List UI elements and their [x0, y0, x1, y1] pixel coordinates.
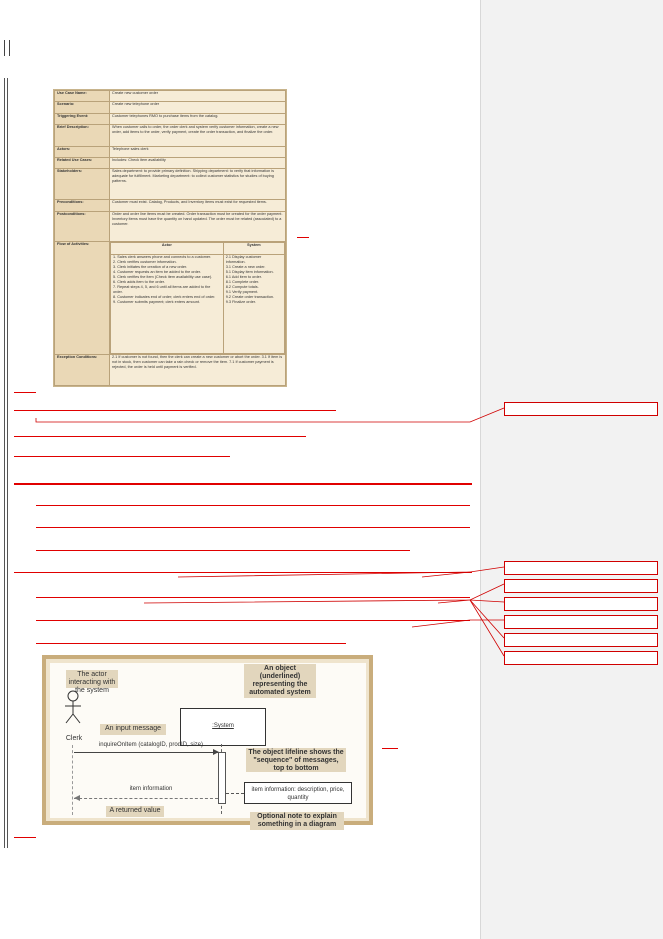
- connector-line: [144, 584, 504, 603]
- actor-lifeline: [72, 745, 73, 815]
- uc-key: Stakeholders:: [55, 169, 110, 200]
- callout-object: An object (underlined) representing the automated system: [244, 664, 316, 698]
- activation-bar: [218, 752, 226, 804]
- actor-label: Clerk: [65, 735, 83, 742]
- uc-value: Order and order line items must be created. Order transaction must be created for the order payment. Inventory items must have the quantity on hand updated. The order must be related (associated) to a customer.: [110, 211, 286, 242]
- callout-lifeline: The object lifeline shows the "sequence" of messages, top to bottom: [246, 748, 346, 772]
- actor-icon: [58, 690, 88, 730]
- system-step: 9.3 Finalize order.: [225, 299, 256, 304]
- connector-line: [470, 600, 504, 656]
- system-step: 3.1 Create a new order.: [225, 264, 266, 269]
- uc-key: Scenario:: [55, 102, 110, 113]
- uc-value: Telephone sales clerk: [110, 146, 286, 157]
- system-object: [180, 708, 266, 746]
- uc-value: Sales department: to provide primary definition. Shipping department: to verify that information is adequate for fulfillment. Marketing department: to collect customer statistics for studies of buying patterns.: [110, 169, 286, 200]
- flow-header-system: System: [223, 243, 284, 255]
- uc-value: 2.1 If customer is not found, then the clerk can create a new customer or abort the order. 3.1 If item is not in stock, then customer can take a rain check or remove the item. 7.1 If customer payment is rejected, the order is held until payment is verified.: [110, 355, 286, 386]
- uc-key: Actors:: [55, 146, 110, 157]
- input-message-label: inquireOnItem (catalogID, prodID, size): [98, 742, 204, 748]
- comment-balloon[interactable]: [504, 561, 658, 575]
- uc-key: Preconditions:: [55, 200, 110, 211]
- uc-value: Customer telephones RMO to purchase items from the catalog.: [110, 113, 286, 124]
- comment-balloon[interactable]: [504, 633, 658, 647]
- uc-key: Exception Conditions:: [55, 355, 110, 386]
- uc-key: Brief Description:: [55, 125, 110, 146]
- uc-key: Postconditions:: [55, 211, 110, 242]
- actor-step: 7. Repeat steps 4, 5, and 6 until all items are added to the order.: [113, 284, 211, 294]
- comment-balloon[interactable]: [504, 597, 658, 611]
- system-step: 6.1 Add item to order.: [225, 274, 262, 279]
- actor-step: 4. Customer requests an item be added to the order.: [113, 269, 202, 274]
- connector-line: [178, 567, 504, 577]
- system-step: 2.1 Display customer information.: [225, 254, 262, 264]
- tracked-change-line: [14, 837, 36, 838]
- comment-balloon[interactable]: [504, 579, 658, 593]
- input-message-arrow: [74, 752, 218, 753]
- uc-value: Customer must exist. Catalog, Products, and Inventory items must exist for requested items.: [110, 200, 286, 211]
- callout-actor: The actor interacting with the system: [66, 670, 118, 688]
- arrowhead-icon: [213, 749, 219, 755]
- system-step: 8.1 Complete order.: [225, 279, 260, 284]
- inserted-text-mark: [382, 748, 398, 749]
- callout-returned: A returned value: [106, 806, 164, 817]
- actor-step: 3. Clerk initiates the creation of a new order.: [113, 264, 188, 269]
- flow-header-actor: Actor: [111, 243, 224, 255]
- comment-balloon[interactable]: [504, 615, 658, 629]
- system-object-label: :System: [212, 723, 234, 729]
- arrowhead-icon: [74, 795, 80, 801]
- connector-line: [470, 600, 504, 638]
- uc-value: Create new customer order: [110, 91, 286, 102]
- note-connector: [226, 793, 244, 794]
- uc-key: Use Case Name:: [55, 91, 110, 102]
- system-step: 9.2 Create order transaction.: [225, 294, 275, 299]
- actor-step: 1. Sales clerk answers phone and connects to a customer.: [113, 254, 212, 259]
- system-step: 9.1 Verify payment.: [225, 289, 259, 294]
- uc-key: Flow of Activities:: [55, 242, 110, 355]
- explanatory-note: item information: description, price, quantity: [244, 782, 352, 804]
- uc-key: Related Use Cases:: [55, 158, 110, 169]
- uc-value: Includes: Check item availability: [110, 158, 286, 169]
- system-step: 8.2 Compute totals.: [225, 284, 259, 289]
- callout-input: An input message: [100, 724, 166, 735]
- uc-key: Triggering Event:: [55, 113, 110, 124]
- comment-balloon[interactable]: [504, 651, 658, 665]
- return-message-arrow: [74, 798, 218, 799]
- system-step: 5.1 Display item information.: [225, 269, 274, 274]
- actor-step: 9. Customer submits payment; clerk enters amount.: [113, 299, 200, 304]
- actor-step: 8. Customer indicates end of order; clerk enters end of order.: [113, 294, 216, 299]
- uc-value: When customer calls to order, the order clerk and system verify customer information, create a new order, add items to the order, verify payment, create the order transaction, and finalize the order.: [110, 125, 286, 146]
- callout-note: Optional note to explain something in a diagram: [250, 812, 344, 830]
- actor-step: 5. Clerk verifies the item (Check item availability use case).: [113, 274, 213, 279]
- actor-step: 6. Clerk adds item to the order.: [113, 279, 165, 284]
- return-message-label: item information: [129, 786, 173, 792]
- comment-balloon[interactable]: [504, 402, 658, 416]
- uc-value: Create new telephone order: [110, 102, 286, 113]
- connector-line: [412, 620, 504, 627]
- connector-line: [36, 408, 504, 422]
- actor-step: 2. Clerk verifies customer information.: [113, 259, 177, 264]
